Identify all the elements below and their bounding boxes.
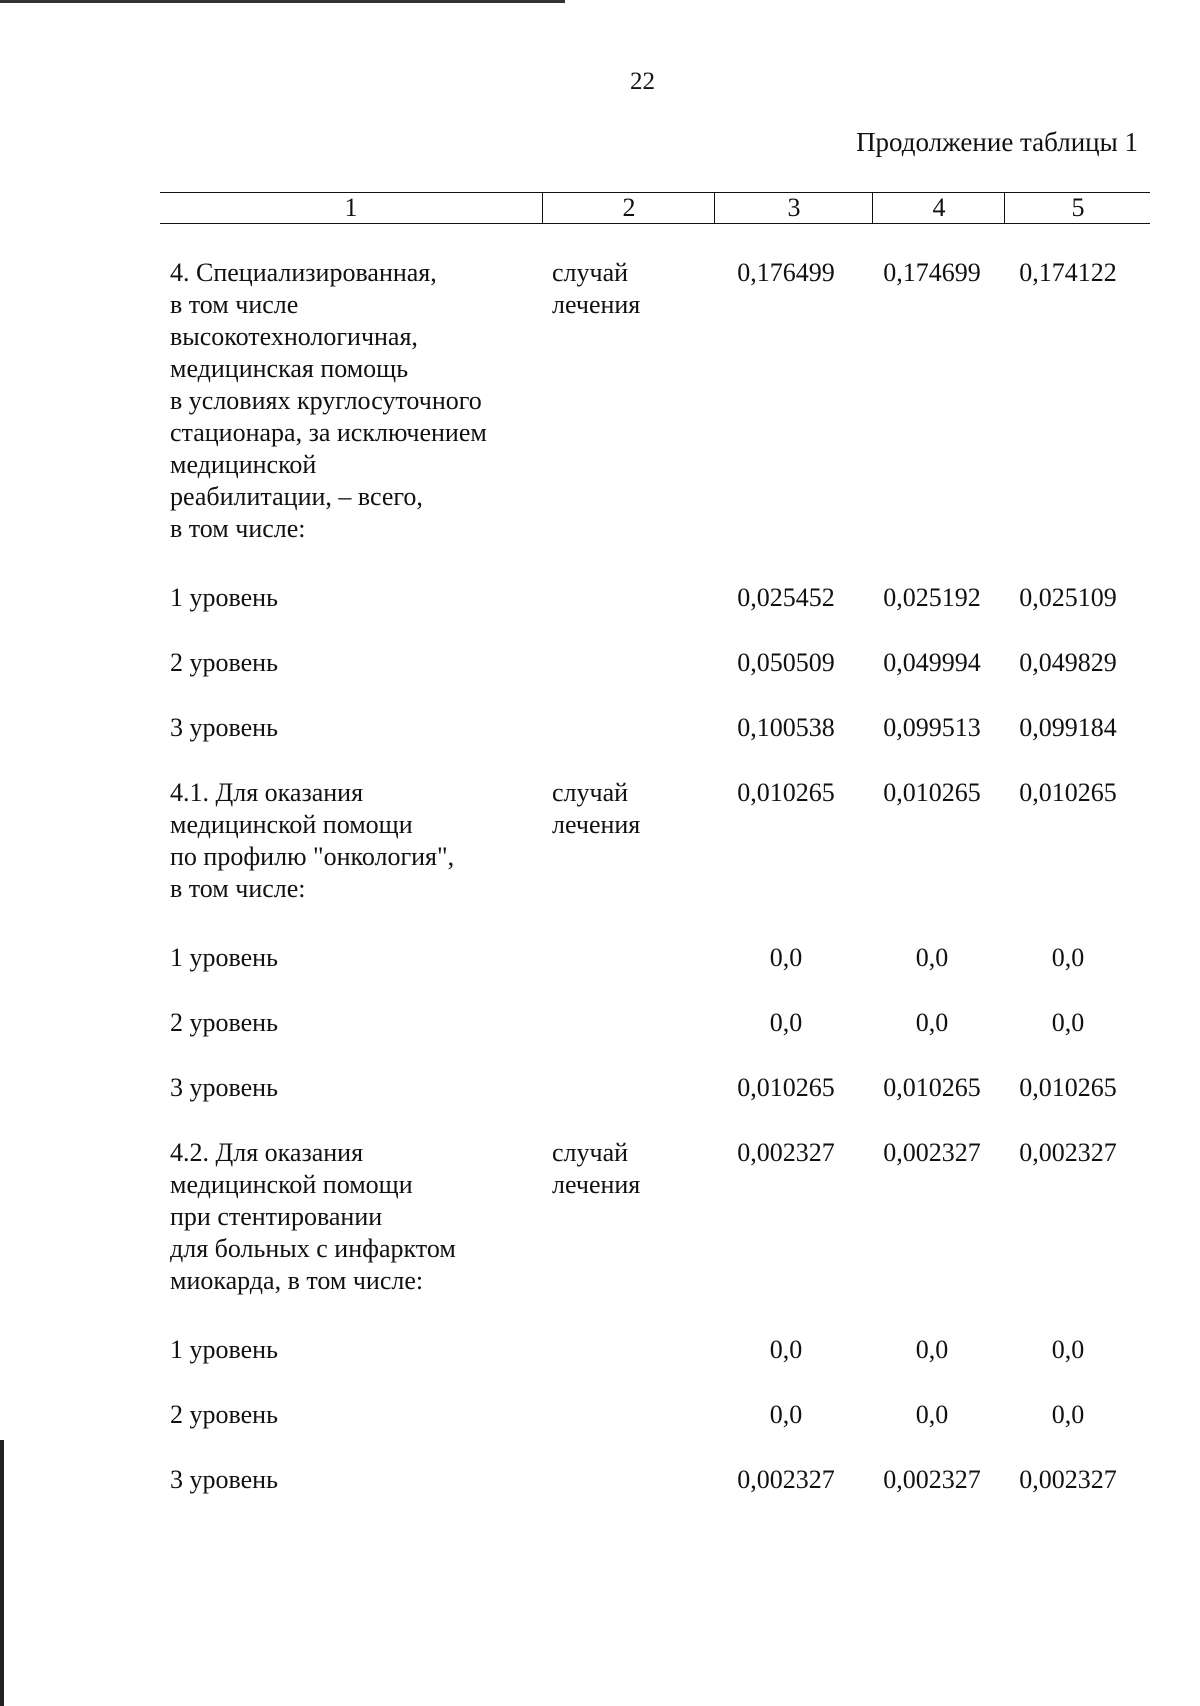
column-header-2: 2 [542,193,715,223]
scan-edge-left [0,1440,4,1706]
page-number: 22 [630,68,655,95]
value-col3: 0,0 [769,943,803,972]
value-col5: 0,174122 [1019,258,1117,287]
table-header [160,192,1150,224]
value-col4: 0,0 [915,943,949,972]
value-col4: 0,049994 [883,648,981,677]
row-unit: случай лечения [552,258,641,319]
value-col5: 0,0 [1051,1008,1085,1037]
value-col3: 0,025452 [737,583,835,612]
value-col3: 0,050509 [737,648,835,677]
value-col5: 0,0 [1051,943,1085,972]
value-col4: 0,0 [915,1400,949,1429]
value-col4: 0,002327 [883,1465,981,1494]
value-col3: 0,0 [769,1008,803,1037]
row-label: 2 уровень [170,1008,278,1037]
value-col5: 0,002327 [1019,1138,1117,1167]
column-header-1: 1 [344,193,358,222]
value-col3: 0,0 [769,1400,803,1429]
value-col4: 0,174699 [883,258,981,287]
value-col5: 0,025109 [1019,583,1117,612]
value-col5: 0,049829 [1019,648,1117,677]
value-col3: 0,0 [769,1335,803,1364]
value-col5: 0,0 [1051,1400,1085,1429]
row-label: 4. Специализированная, в том числе высокотехнологичная, медицинская помощь в условиях круглосуточного стационара, за исключением медицинской реабилитации, – всего, в том числе: [170,258,487,543]
scan-edge-top [0,0,565,3]
row-label: 1 уровень [170,943,278,972]
column-header-4: 4 [872,193,1005,223]
value-col3: 0,100538 [737,713,835,742]
value-col4: 0,0 [915,1335,949,1364]
value-col4: 0,0 [915,1008,949,1037]
row-label: 4.1. Для оказания медицинской помощи по профилю "онкология", в том числе: [170,778,455,903]
continuation-label: Продолжение таблицы 1 [856,127,1138,157]
value-col3: 0,010265 [737,778,835,807]
value-col3: 0,002327 [737,1465,835,1494]
row-label: 3 уровень [170,713,278,742]
value-col4: 0,025192 [883,583,981,612]
row-label: 2 уровень [170,648,278,677]
row-label: 4.2. Для оказания медицинской помощи при стентировании для больных с инфарктом миокарда, в том числе: [170,1138,456,1295]
value-col5: 0,099184 [1019,713,1117,742]
value-col5: 0,010265 [1019,778,1117,807]
row-label: 1 уровень [170,583,278,612]
value-col3: 0,002327 [737,1138,835,1167]
row-label: 3 уровень [170,1073,278,1102]
value-col4: 0,099513 [883,713,981,742]
row-label: 3 уровень [170,1465,278,1494]
row-unit: случай лечения [552,1138,641,1199]
value-col5: 0,0 [1051,1335,1085,1364]
row-label: 1 уровень [170,1335,278,1364]
value-col3: 0,010265 [737,1073,835,1102]
value-col5: 0,010265 [1019,1073,1117,1102]
column-header-5: 5 [1004,193,1151,223]
value-col4: 0,002327 [883,1138,981,1167]
column-header-3: 3 [714,193,873,223]
value-col4: 0,010265 [883,1073,981,1102]
row-unit: случай лечения [552,778,641,839]
value-col4: 0,010265 [883,778,981,807]
value-col5: 0,002327 [1019,1465,1117,1494]
value-col3: 0,176499 [737,258,835,287]
row-label: 2 уровень [170,1400,278,1429]
